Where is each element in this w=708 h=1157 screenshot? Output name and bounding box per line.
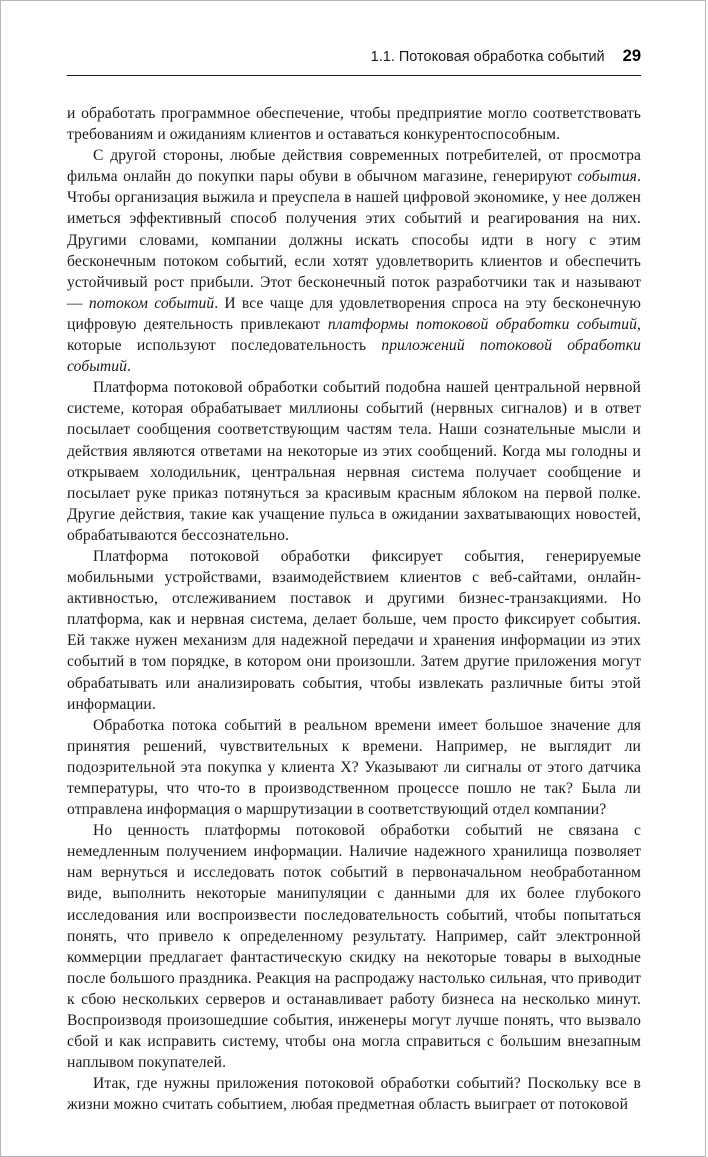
section-title: 1.1. Потоковая обработка событий <box>370 49 605 65</box>
paragraph <box>67 103 641 145</box>
body-text <box>67 103 641 1116</box>
paragraph <box>67 546 641 715</box>
text-run: Платформа потоковой обработки фиксирует события, генерируемые мобильными устройствами, взаимодействием клиентов с веб-сайтами, онлайн-активностью, отслеживанием поставок и другими бизнес-транзакциями. Но платформа, как и нервная система, делает больше, чем просто фиксирует события. Ей также нужен механизм для надежной передачи и хранения информации из этих событий в том порядке, в котором они произошли. Затем другие приложения могут обрабатывать или анализировать события, чтобы извлекать различные биты этой информации. <box>67 547 641 713</box>
text-run: Итак, где нужны приложения потоковой обработки событий? Поскольку все в жизни можно считать событием, любая предметная область выиграет от потоковой <box>67 1075 641 1114</box>
text-run-italic: потоком событий <box>88 294 215 312</box>
paragraph <box>67 1073 641 1115</box>
text-run: Обработка потока событий в реальном времени имеет большое значение для принятия решений, чувствительных к времени. Например, не выглядит ли подозрительной эта покупка у клиента X? Указывают ли сигналы от этого датчика температуры, что что-то в производственном процессе пошло не так? Была ли отправлена информация о маршрутизации в соответствующий отдел компании? <box>67 716 641 819</box>
text-run: . И все чаще для удовлетворения спроса на эту бесконечную цифровую деятельность привлекают <box>67 294 641 333</box>
text-run-italic: события <box>577 168 637 186</box>
paragraph <box>67 377 641 546</box>
text-run: , которые используют последовательность <box>67 315 641 355</box>
text-run: Платформа потоковой обработки событий подобна нашей центральной нервной системе, которая обрабатывает миллионы событий (нервных сигналов) и в ответ посылает сообщения соответствующим частям тела. Наши сознательные мысли и действия являются ответами на некоторые из этих сообщений. Когда мы голодны и открываем холодильник, центральная нервная система получает сообщение и посылает руке приказ потянуться за красивым красным яблоком на первой полке. Другие действия, такие как учащение пульса в ожидании захватывающих новостей, обрабатываются бессознательно. <box>67 379 641 544</box>
text-run: . <box>127 358 132 376</box>
text-run: и обработать программное обеспечение, чтобы предприятие могло соответствовать требованиям и ожиданиям клиентов и оставаться конкурентоспособным. <box>67 105 641 144</box>
paragraph <box>67 820 641 1073</box>
text-run: . Чтобы организация выжила и преуспела в нашей цифровой экономике, у нее должен иметься эффективный способ получения этих событий и реагирования на них. Другими словами, компании должны искать способы идти в ногу с этим бесконечным потоком событий, если хотят удовлетворить клиентов и обеспечить устойчивый рост прибыли. Этот бесконечный поток разработчики так и называют — <box>67 168 641 312</box>
text-run-italic: платформы потоковой обработки событий <box>327 315 637 333</box>
text-run: Но ценность платформы потоковой обработки событий не связана с немедленным получением информации. Наличие надежного хранилища позволяет нам вернуться и исследовать поток событий в первоначальном необработанном виде, выполнить некоторые манипуляции с данными для их более глубокого исследования или воспроизвести последовательность событий, чтобы попытаться понять, что привело к определенному результату. Например, сайт электронной коммерции предлагает фантастическую скидку на некоторые товары в выходные после большого праздника. Реакция на распродажу настолько сильная, что приводит к сбою нескольких серверов и останавливает работу бизнеса на несколько минут. Воспроизводя произошедшие события, инженеры могут лучше понять, что вызвало сбой и как исправить систему, чтобы она могла справиться с большим внезапным наплывом покупателей. <box>67 822 641 1072</box>
running-header <box>67 47 641 76</box>
text-run-italic: приложений потоковой обработки событий <box>67 337 641 376</box>
page-number: 29 <box>622 47 641 65</box>
paragraph <box>67 145 641 377</box>
paragraph <box>67 715 641 820</box>
text-run: С другой стороны, любые действия современных потребителей, от просмотра фильма онлайн до покупки пары обуви в обычном магазине, генерируют <box>67 147 641 186</box>
